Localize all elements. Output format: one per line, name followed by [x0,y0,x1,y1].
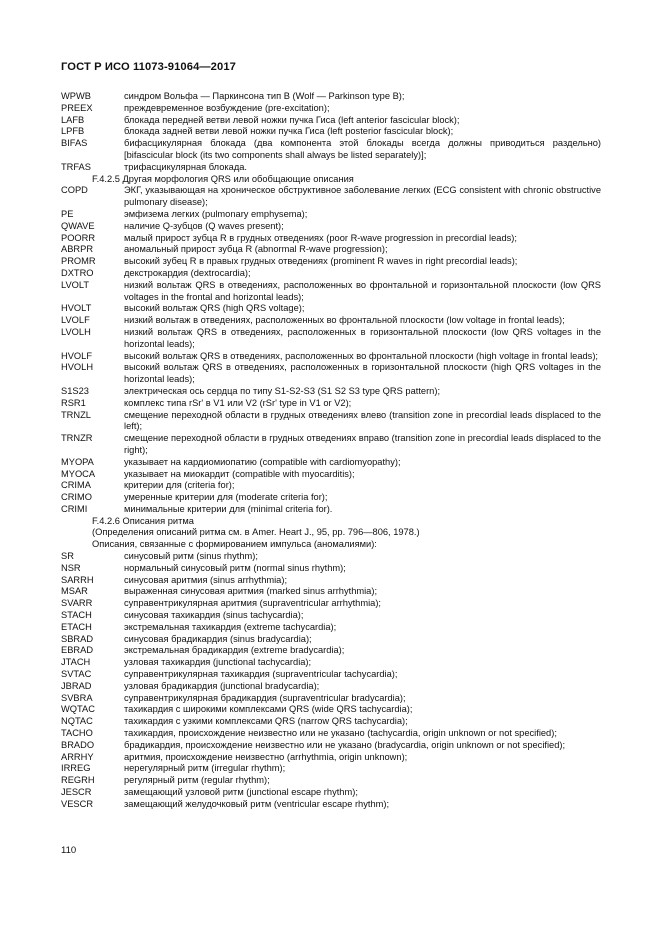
abbreviation-entry [61,586,601,598]
abbreviation-description: аномальный прирост зубца R (abnormal R-wave progression); [124,244,388,255]
abbreviation-description: синусовая брадикардия (sinus bradycardia); [124,633,312,644]
abbreviation-entry [61,610,601,622]
abbreviation-entry [61,126,601,138]
abbreviation-entry [61,209,601,221]
abbreviation-code: ARRHY [61,751,94,762]
abbreviation-description: смещение переходной области в грудных отведениях вправо (transition zone in precordial leads displaced to the right); [124,433,601,455]
abbreviation-entry [61,315,601,327]
abbreviation-code: S1S23 [61,385,89,396]
abbreviation-code: PE [61,208,74,219]
abbreviation-entry [61,598,601,610]
abbreviation-description: блокада передней ветви левой ножки пучка Гиса (left anterior fascicular block); [124,114,460,125]
abbreviation-description: регулярный ритм (regular rhythm); [124,775,270,786]
abbreviation-description: трифасцикулярная блокада. [124,161,248,172]
abbreviation-entry [61,351,601,363]
abbreviation-description: брадикардия, происхождение неизвестно или не указано (bradycardia, origin unknown or not specified); [124,739,566,750]
abbreviation-code: REGRH [61,775,95,786]
abbreviation-description: синусовый ритм (sinus rhythm); [124,551,258,562]
abbreviation-entry [61,327,601,351]
abbreviation-description: нерегулярный ритм (irregular rhythm); [124,763,286,774]
abbreviation-description: низкий вольтаж в отведениях, расположенных во фронтальной плоскости (low voltage in frontal leads); [124,315,565,326]
abbreviation-entry [61,469,601,481]
abbreviation-description: малый прирост зубца R в грудных отведениях (poor R-wave progression in precordial leads); [124,232,517,243]
abbreviation-description: суправентрикулярная аритмия (supraventricular arrhythmia); [124,598,382,609]
abbreviation-entry [61,457,601,469]
abbreviation-entry [61,622,601,634]
abbreviation-code: SVARR [61,598,93,609]
abbreviation-description: преждевременное возбуждение (pre-excitation); [124,102,330,113]
abbreviation-code: WPWB [61,91,91,101]
abbreviation-code: LVOLH [61,326,91,337]
abbreviation-code: SVBRA [61,692,93,703]
abbreviation-description: электрическая ось сердца по типу S1-S2-S3 (S1 S2 S3 type QRS pattern); [124,385,441,396]
abbreviation-code: POORR [61,232,96,243]
abbreviation-description: эмфизема легких (pulmonary emphysema); [124,208,308,219]
abbreviation-description: суправентрикулярная брадикардия (supraventricular bradycardia); [124,692,406,703]
abbreviation-code: DXTRO [61,267,94,278]
abbreviation-description: выраженная синусовая аритмия (marked sinus arrhythmia); [124,586,378,597]
abbreviation-description: суправентрикулярная тахикардия (supraventricular tachycardia); [124,669,398,680]
abbreviation-description: синусовая тахикардия (sinus tachycardia); [124,610,304,621]
abbreviation-entry [61,433,601,457]
abbreviation-code: CRIMA [61,480,91,491]
abbreviation-code: EBRAD [61,645,94,656]
abbreviation-entry [61,669,601,681]
abbreviation-code: CRIMO [61,492,92,503]
abbreviation-description: наличие Q-зубцов (Q waves present); [124,220,284,231]
abbreviation-description: указывает на миокардит (compatible with myocarditis); [124,468,355,479]
abbreviation-list [61,91,601,811]
document-header: ГОСТ Р ИСО 11073-91064—2017 [61,61,236,73]
abbreviation-entry [61,162,601,174]
abbreviation-description: тахикардия с узкими комплексами QRS (narrow QRS tachycardia); [124,716,408,727]
abbreviation-description: синусовая аритмия (sinus arrhythmia); [124,574,288,585]
abbreviation-entry [61,575,601,587]
abbreviation-description: умеренные критерии для (moderate criteria for); [124,492,328,503]
abbreviation-code: CRIMI [61,503,88,514]
abbreviation-entry [61,752,601,764]
abbreviation-entry [61,634,601,646]
abbreviation-entry [61,480,601,492]
abbreviation-description: критерии для (criteria for); [124,480,235,491]
abbreviation-code: QWAVE [61,220,95,231]
abbreviation-description: узловая тахикардия (junctional tachycardia); [124,657,312,668]
abbreviation-code: MYOCA [61,468,96,479]
abbreviation-code: MYOPA [61,456,94,467]
abbreviation-code: SVTAC [61,669,92,680]
abbreviation-code: LAFB [61,114,85,125]
abbreviation-description: высокий вольтаж QRS в отведениях, расположенных во фронтальной плоскости (high voltage in frontal leads); [124,350,599,361]
abbreviation-entry [61,681,601,693]
abbreviation-entry [61,280,601,304]
abbreviation-entry [61,115,601,127]
abbreviation-code: TRFAS [61,161,91,172]
abbreviation-entry [61,268,601,280]
abbreviation-description: минимальные критерии для (minimal criteria for). [124,503,333,514]
abbreviation-code: ETACH [61,621,92,632]
abbreviation-code: LPFB [61,126,85,137]
abbreviation-description: указывает на кардиомиопатию (compatible with cardiomyopathy); [124,456,401,467]
abbreviation-entry [61,704,601,716]
abbreviation-code: HVOLH [61,362,94,373]
abbreviation-entry [61,103,601,115]
abbreviation-code: IRREG [61,763,91,774]
abbreviation-description: тахикардия с широкими комплексами QRS (wide QRS tachycardia); [124,704,413,715]
section-heading: F.4.2.5 Другая морфология QRS или обобщающие описания [92,173,354,184]
abbreviation-code: TRNZL [61,409,91,420]
abbreviation-description: высокий зубец R в правых грудных отведениях (prominent R waves in right precordial leads); [124,256,518,267]
abbreviation-code: SR [61,551,74,562]
abbreviation-entry [61,787,601,799]
section-heading: F.4.2.6 Описания ритма [92,515,194,526]
abbreviation-entry [61,693,601,705]
abbreviation-code: WQTAC [61,704,95,715]
abbreviation-entry [61,492,601,504]
abbreviation-description: высокий вольтаж QRS в отведениях, расположенных в горизонтальной плоскости (high QRS voltages in the horizontal leads); [124,362,601,385]
abbreviation-code: HVOLF [61,350,92,361]
abbreviation-code: MSAR [61,586,88,597]
abbreviation-code: JBRAD [61,680,92,691]
abbreviation-code: JTACH [61,657,91,668]
abbreviation-description: ЭКГ, указывающая на хроническое обструктивное заболевание легких (ECG consistent with chronic obstructive pulmonary disease); [124,185,601,208]
section-heading: (Определения описаний ритма см. в Amer. Heart J., 95, pp. 796—806, 1978.) [92,527,420,538]
abbreviation-description: блокада задней ветви левой ножки пучка Гиса (left posterior fascicular block); [124,126,454,137]
abbreviation-entry [61,410,601,434]
abbreviation-description: декстрокардия (dextrocardia); [124,267,251,278]
abbreviation-description: высокий вольтаж QRS (high QRS voltage); [124,303,305,314]
abbreviation-entry [61,221,601,233]
abbreviation-entry [61,244,601,256]
abbreviation-entry [61,728,601,740]
abbreviation-entry [61,799,601,811]
abbreviation-code: PROMR [61,256,96,267]
abbreviation-description: низкий вольтаж QRS в отведениях, расположенных в горизонтальной плоскости (low QRS voltages in the horizontal leads); [124,326,601,349]
abbreviation-code: SBRAD [61,633,94,644]
abbreviation-entry [61,551,601,563]
abbreviation-entry [61,775,601,787]
abbreviation-entry [61,657,601,669]
abbreviation-entry [61,233,601,245]
section-heading: Описания, связанные с формированием импульса (аномалиями): [92,539,377,550]
abbreviation-entry [61,362,601,386]
abbreviation-description: экстремальная брадикардия (extreme bradycardia); [124,645,345,656]
abbreviation-entry [61,563,601,575]
page-number: 110 [61,845,77,856]
abbreviation-code: SARRH [61,574,94,585]
abbreviation-entry [61,504,601,516]
abbreviation-code: JESCR [61,787,92,798]
abbreviation-code: TACHO [61,728,93,739]
abbreviation-entry [61,398,601,410]
abbreviation-entry [61,138,601,162]
abbreviation-description: тахикардия, происхождение неизвестно или не указано (tachycardia, origin unknown or not specified); [124,728,557,739]
abbreviation-entry [61,740,601,752]
abbreviation-description: бифасцикулярная блокада (два компонента этой блокады всегда должны приводиться раздельно) [bifascicular block (its two components shall always be listed separately)]; [124,138,601,160]
abbreviation-code: VESCR [61,798,94,809]
abbreviation-code: BIFAS [61,138,88,149]
abbreviation-code: HVOLT [61,303,92,314]
abbreviation-entry [61,716,601,728]
abbreviation-description: экстремальная тахикардия (extreme tachycardia); [124,621,337,632]
abbreviation-code: NQTAC [61,716,93,727]
abbreviation-description: узловая брадикардия (junctional bradycardia); [124,680,320,691]
abbreviation-description: замещающий узловой ритм (junctional escape rhythm); [124,787,358,798]
abbreviation-code: COPD [61,185,88,196]
abbreviation-code: LVOLF [61,315,90,326]
abbreviation-code: PREEX [61,102,93,113]
abbreviation-description: смещение переходной области в грудных отведениях влево (transition zone in precordial leads displaced to the left); [124,409,601,432]
abbreviation-entry [61,185,601,209]
abbreviation-code: ABRPR [61,244,94,255]
abbreviation-description: синдром Вольфа — Паркинсона тип В (Wolf — Parkinson type B); [124,91,405,101]
abbreviation-entry [61,91,601,103]
abbreviation-description: аритмия, происхождение неизвестно (arrhythmia, origin unknown); [124,751,408,762]
abbreviation-code: STACH [61,610,92,621]
abbreviation-entry [61,303,601,315]
abbreviation-description: нормальный синусовый ритм (normal sinus rhythm); [124,562,346,573]
abbreviation-description: низкий вольтаж QRS в отведениях, расположенных во фронтальной и горизонтальной плоскости (low QRS voltages in the frontal and horizontal leads); [124,279,601,302]
abbreviation-entry [61,763,601,775]
abbreviation-entry [61,645,601,657]
abbreviation-entry [61,386,601,398]
abbreviation-code: BRADO [61,739,95,750]
abbreviation-code: NSR [61,562,81,573]
abbreviation-entry [61,256,601,268]
abbreviation-code: LVOLT [61,279,90,290]
abbreviation-description: комплекс типа rSr' в V1 или V2 (rSr' type in V1 or V2); [124,397,352,408]
abbreviation-code: TRNZR [61,433,93,444]
abbreviation-code: RSR1 [61,397,86,408]
abbreviation-description: замещающий желудочковый ритм (ventricular escape rhythm); [124,798,390,809]
